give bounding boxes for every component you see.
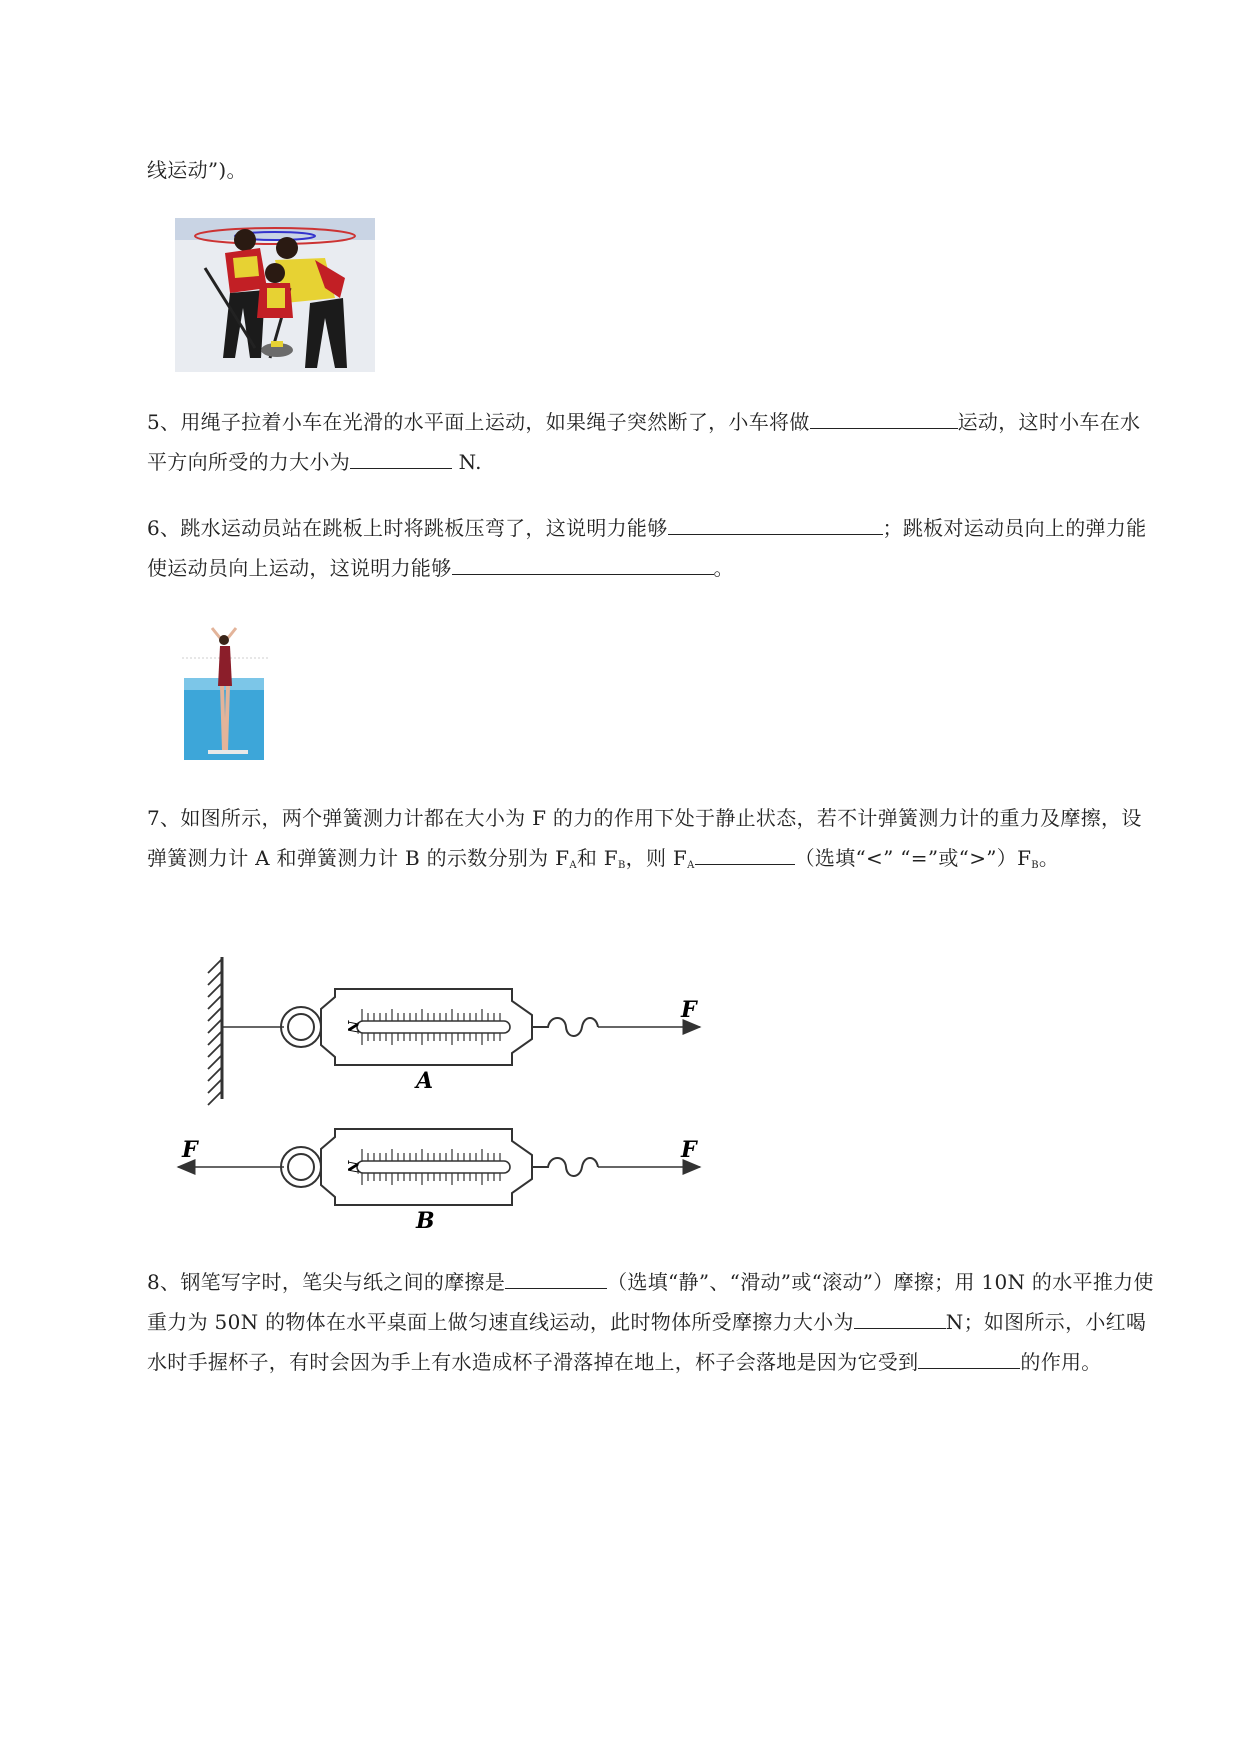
force-label-b-left: F — [182, 1137, 198, 1163]
unit-label-b: N — [344, 1160, 360, 1174]
q7-sub-b: B — [617, 860, 626, 871]
diver-photo — [178, 626, 270, 760]
q7-blank[interactable] — [695, 840, 795, 865]
q7-text-4: （选填“<” “=”或“>”）F — [794, 846, 1032, 870]
unit-label-a: N — [344, 1020, 360, 1034]
spring-scale-diagram — [160, 945, 720, 1245]
q7-sub-b2: B — [1031, 860, 1039, 871]
spring-scale-a — [222, 989, 700, 1094]
wall — [208, 957, 222, 1105]
q7-sub-a2: A — [687, 860, 695, 871]
q6-text-3: 。 — [713, 556, 734, 580]
question-7 — [147, 798, 1155, 886]
q6-text-1: 6、跳水运动员站在跳板上时将跳板压弯了，这说明力能够 — [147, 516, 668, 540]
scale-label-a: A — [416, 1068, 434, 1094]
q4-tail-text: 线运动”)。 — [147, 158, 247, 182]
question-8 — [147, 1262, 1155, 1382]
question-6 — [147, 508, 1155, 588]
q8-blank-2[interactable] — [854, 1304, 946, 1329]
question-5 — [147, 402, 1155, 482]
q8-text-1: 8、钢笔写字时，笔尖与纸之间的摩擦是 — [147, 1270, 506, 1294]
q7-text-5: 。 — [1038, 846, 1060, 870]
q7-text-3: ，则 F — [625, 846, 688, 870]
spring-scale-b — [178, 1129, 700, 1234]
force-label-a: F — [681, 997, 697, 1023]
q5-text-2: 运动，这时小车在水平方向所受的力大小为 — [147, 410, 1141, 474]
q6-blank-2[interactable] — [452, 550, 714, 575]
q8-text-2: （选填“静”、“滑动”或“滚动”）摩擦；用 10N 的水平推力使重力为 50N 的物体在水平桌面上做匀速直线运动，此时物体所受摩擦力大小为 — [147, 1270, 1154, 1334]
q5-text-3: N. — [452, 450, 482, 474]
force-label-b-right: F — [681, 1137, 697, 1163]
q8-text-4: 的作用。 — [1020, 1350, 1102, 1374]
q5-text-1: 5、用绳子拉着小车在光滑的水平面上运动，如果绳子突然断了，小车将做 — [147, 410, 810, 434]
curling-photo — [175, 218, 375, 372]
q6-blank-1[interactable] — [668, 510, 883, 535]
q7-text-2: 和 F — [576, 846, 618, 870]
q8-text-3: N；如图所示，小红喝水时手握杯子，有时会因为手上有水造成杯子滑落掉在地上，杯子会落地是因为它受到 — [147, 1310, 1147, 1374]
q7-sub-a: A — [569, 860, 577, 871]
q6-text-2: ；跳板对运动员向上的弹力能使运动员向上运动，这说明力能够 — [147, 516, 1147, 580]
q8-blank-3[interactable] — [918, 1344, 1020, 1369]
q7-text-1: 7、如图所示，两个弹簧测力计都在大小为 F 的力的作用下处于静止状态，若不计弹簧测力计的重力及摩擦，设弹簧测力计 A 和弹簧测力计 B 的示数分别为 F — [147, 806, 1142, 870]
q5-blank-2[interactable] — [350, 444, 452, 469]
q5-blank-1[interactable] — [810, 404, 958, 429]
q8-blank-1[interactable] — [505, 1264, 607, 1289]
scale-label-b: B — [416, 1208, 435, 1234]
